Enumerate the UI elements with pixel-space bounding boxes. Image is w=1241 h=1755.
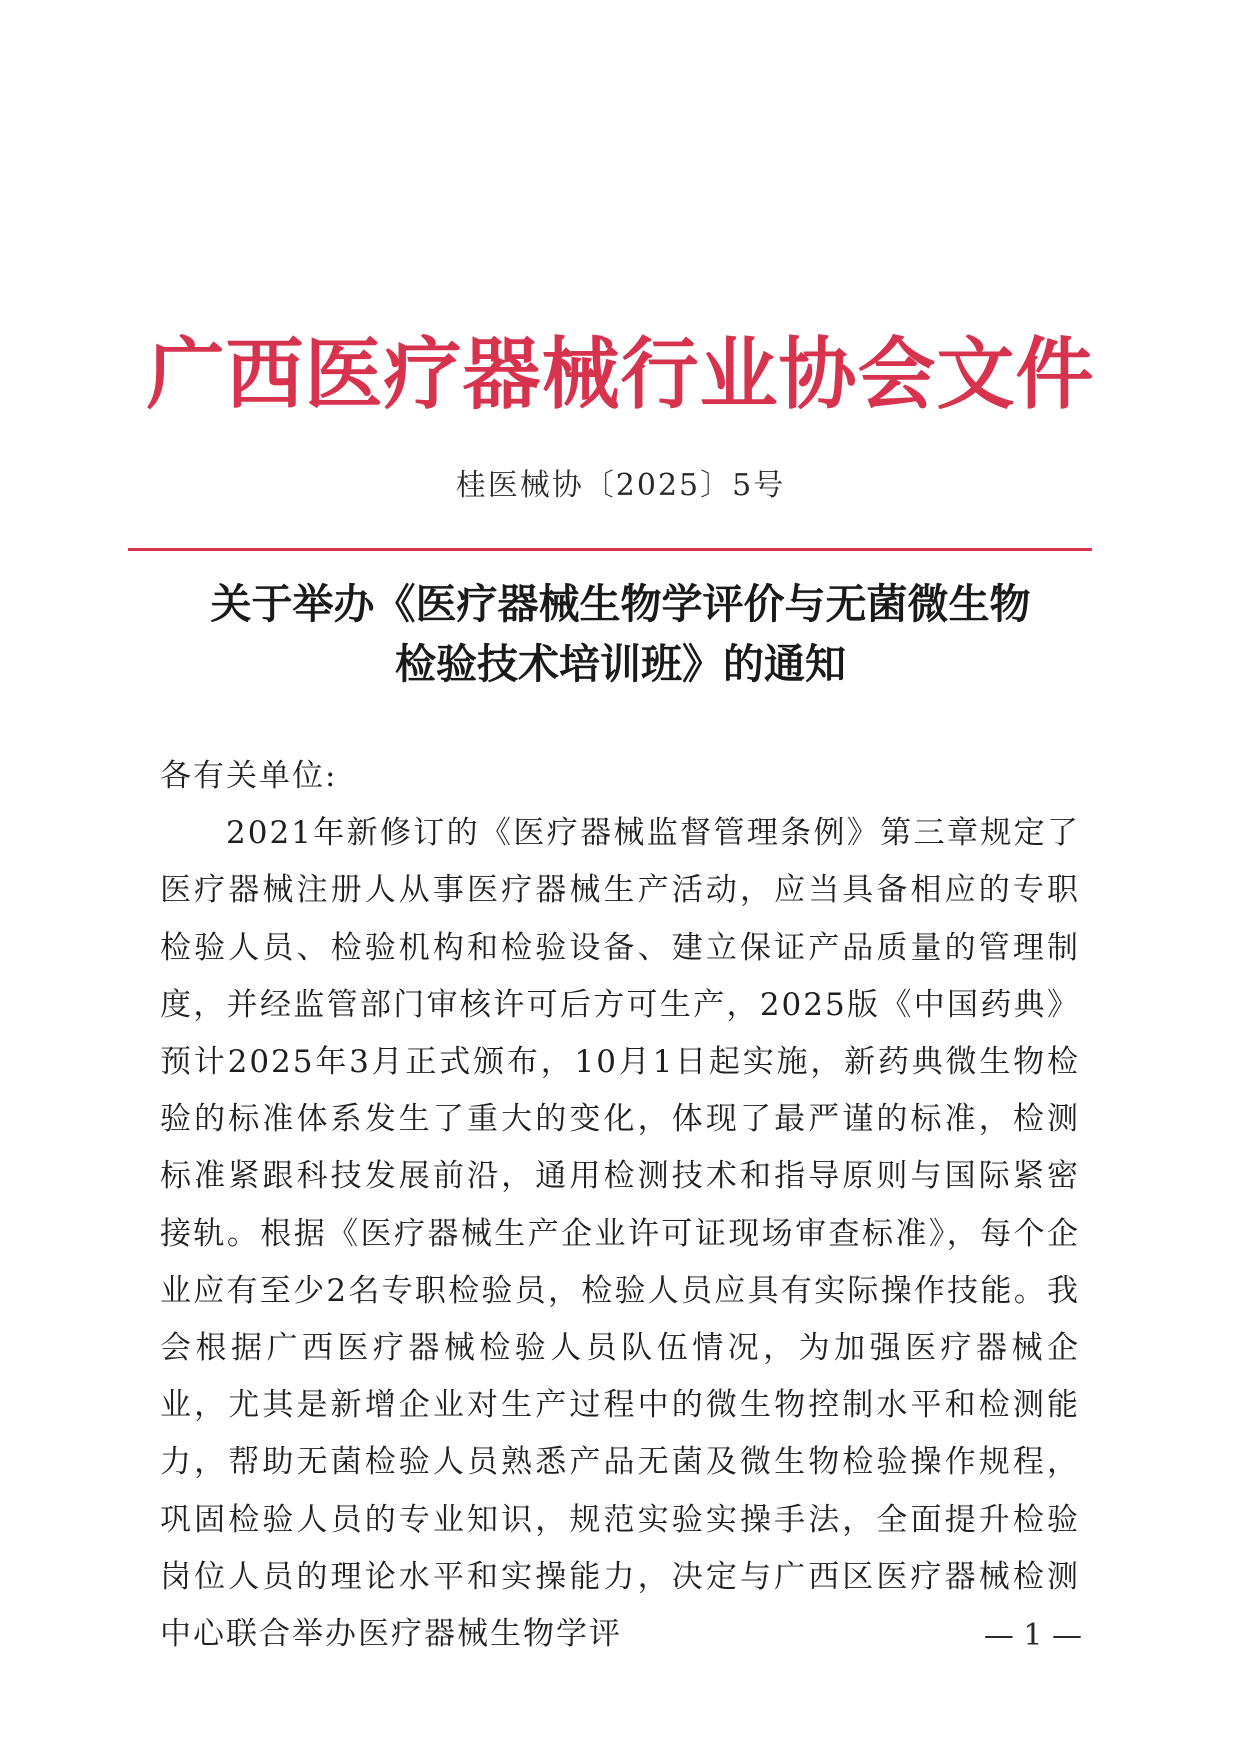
document-body bbox=[160, 748, 1080, 1663]
page-number: — 1 — bbox=[983, 1618, 1082, 1653]
document-number: 桂医械协〔2025〕5号 bbox=[455, 468, 786, 503]
document-title-line-1: 关于举办《医疗器械生物学评价与无菌微生物 bbox=[210, 580, 1031, 628]
salutation: 各有关单位: bbox=[160, 758, 338, 794]
header-divider bbox=[128, 548, 1092, 551]
body-paragraph: 2021年新修订的《医疗器械监督管理条例》第三章规定了医疗器械注册人从事医疗器械生产活动，应当具备相应的专职检验人员、检验机构和检验设备、建立保证产品质量的管理制度，并经监管部门审核许可后方可生产，2025版《中国药典》预计2025年3月正式颁布，10月1日起实施，新药典微生物检验的标准体系发生了重大的变化，体现了最严谨的标准，检测标准紧跟科技发展前沿，通用检测技术和指导原则与国际紧密接轨。根据《医疗器械生产企业许可证现场审查标准》，每个企业应有至少2名专职检验员，检验人员应具有实际操作技能。我会根据广西医疗器械检验人员队伍情况，为加强医疗器械企业，尤其是新增企业对生产过程中的微生物控制水平和检测能力，帮助无菌检验人员熟悉产品无菌及微生物检验操作规程，巩固检验人员的专业知识，规范实验实操手法，全面提升检验岗位人员的理论水平和实操能力，决定与广西区医疗器械检测中心联合举办医疗器械生物学评 bbox=[160, 815, 1080, 1653]
document-header-title: 广西医疗器械行业协会文件 bbox=[146, 329, 1095, 420]
document-title bbox=[0, 574, 1241, 694]
document-title-line-2: 检验技术培训班》的通知 bbox=[395, 640, 846, 688]
